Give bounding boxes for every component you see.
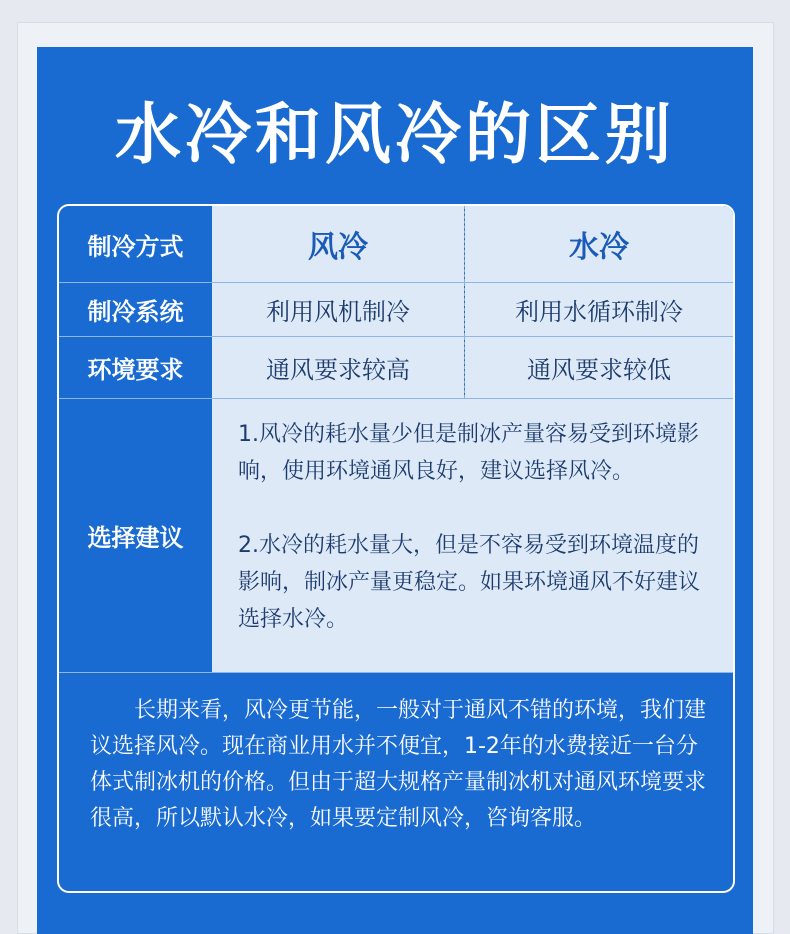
comparison-card xyxy=(57,204,735,893)
table-row xyxy=(59,337,733,398)
row-label: 环境要求 xyxy=(87,356,184,384)
header-row xyxy=(59,206,733,282)
page-title: 水冷和风冷的区别 xyxy=(115,96,675,173)
header-air: 风冷 xyxy=(308,230,368,265)
row-water-value: 利用水循环制冷 xyxy=(465,283,733,336)
header-water: 水冷 xyxy=(569,230,629,265)
header-label: 制冷方式 xyxy=(87,232,184,261)
summary-text: 长期来看，风冷更节能，一般对于通风不错的环境，我们建议选择风冷。现在商业用水并不便宜，1-2年的水费接近一台分体式制冰机的价格。但由于超大规格产量制冰机对通风环境要求很高，所以默认水冷，如果要定制风冷，咨询客服。 xyxy=(90,698,707,831)
summary-section xyxy=(59,673,733,891)
row-air-value: 利用风机制冷 xyxy=(212,283,464,336)
advice-point-2: 2.水冷的耗水量大，但是不容易受到环境温度的影响，制冰产量更稳定。如果环境通风不好建议选择水冷。 xyxy=(238,533,701,632)
advice-content xyxy=(212,399,733,672)
advice-label: 选择建议 xyxy=(87,524,184,552)
advice-row xyxy=(59,399,733,672)
table-row xyxy=(59,283,733,336)
header-air-cell xyxy=(212,206,464,282)
row-air-value: 通风要求较高 xyxy=(212,337,464,398)
row-label: 制冷系统 xyxy=(87,298,184,326)
advice-point-1: 1.风冷的耗水量少但是制冰产量容易受到环境影响，使用环境通风良好，建议选择风冷。 xyxy=(238,422,699,484)
row-water-value: 通风要求较低 xyxy=(465,337,733,398)
header-water-cell xyxy=(465,206,733,282)
